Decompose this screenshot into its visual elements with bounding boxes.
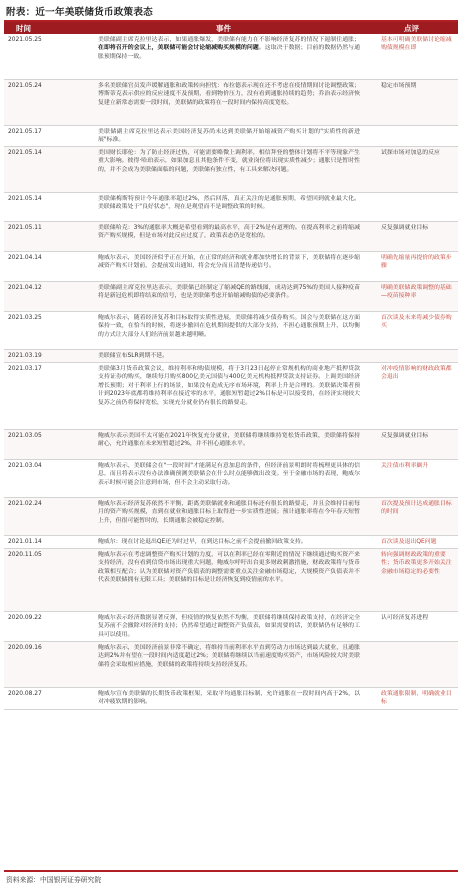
table-row (4, 312, 458, 350)
table-row (4, 252, 458, 282)
row-event (98, 314, 360, 339)
bottom-rule (4, 870, 458, 872)
row-comment: 反复强调就业目标 (381, 433, 429, 439)
table-row (4, 536, 458, 549)
row-date: 2020.08.27 (8, 691, 42, 697)
row-comment: 首次谈及退出QE问题 (381, 539, 437, 545)
row-event (98, 500, 360, 525)
table-row (4, 80, 458, 126)
row-date: 2021.03.25 (8, 315, 42, 321)
table-row (4, 430, 458, 460)
row-date: 2021.05.14 (8, 196, 42, 202)
row-date: 2020.09.16 (8, 645, 42, 651)
row-date: 2021.05.25 (8, 37, 42, 43)
row-comment: 关注债市利率飙升 (381, 463, 429, 469)
event-text: 鲍威尔表示经济数据显著反弹，但疫情的恢复依然不均衡，美联储将继续保持政策支持，在经济完全复苏前不会撤除对经济的支持；仍然希望通过调整资产负债表，如果需要的话，美联储仍有足够的工具可以使用。 (98, 615, 360, 638)
table-row (4, 193, 458, 222)
row-date: 2021.05.17 (8, 129, 42, 135)
header-time: 时间 (16, 24, 31, 33)
event-text: 多名美联储官员发声缓解通胀和政策转向担忧：布拉德表示现在还不考虑在疫情期间讨论调整政策；博斯蒂克表示供应的反应速度不及预期，看到物价压力，没有看到通胀持续的趋势；乔治表示经济恢复建立新常态需要一段时间，美联储的政策将在一段时间内保持高度宽松。 (98, 83, 360, 106)
event-highlight: 在即将召开的会议上，美联储可能会讨论缩减购买规模的问题 (98, 45, 259, 52)
event-text: 美联储梅斯特预计今年通胀率超过2%，然后回落，真正关注的是通胀预期，希望回到就业最大化。美联储政策处于"良好状态"，现在是观望而不是调整政策的时候。 (98, 196, 360, 211)
table-row (4, 350, 458, 363)
row-date: 2021.03.04 (8, 463, 42, 469)
row-event (98, 82, 360, 107)
row-date: 2020.09.22 (8, 615, 42, 621)
row-event (98, 224, 360, 241)
event-text: 鲍威尔表示美国不太可能在2021年恢复充分就业，美联储将继续维持宽松货币政策，美联储将保持耐心，允许通胀在未来短暂超过2%，并不担心通胀水平。 (98, 433, 360, 448)
event-text: 美联储副主席克拉里达表示美国经济复苏尚未达到美联储开始缩减资产购买计划的"实质性的新进展"标准。 (98, 129, 360, 144)
table-row (4, 147, 458, 193)
row-event (98, 149, 360, 174)
row-comment: 对冲疫情影响的财政政策都会退出 (381, 366, 452, 381)
row-event (98, 614, 360, 639)
row-date: 2021.04.12 (8, 285, 42, 291)
table-row (4, 688, 458, 710)
row-comment: 首次谈及未来将减少债券购买 (381, 315, 452, 330)
event-text: 鲍威尔宣布美联储的长期货币政策框架，采取平均通胀目标制，允许通胀在一段时间内高于2%，以对冲疲软期的影响。 (98, 691, 360, 706)
row-date: 2021.05.11 (8, 225, 42, 231)
row-comment: 反复强调就业目标 (381, 225, 429, 231)
row-date: 2021.03.05 (8, 433, 42, 439)
row-event (98, 284, 360, 301)
row-comment: 首次提及预计达成通胀目标的时间 (381, 501, 452, 516)
row-event (98, 352, 360, 360)
table-row (4, 282, 458, 312)
row-comment: 政策通胀限制，明确就业目标 (381, 691, 452, 706)
table-row (4, 126, 458, 147)
header-comment: 点评 (404, 24, 419, 33)
table-row (4, 498, 458, 536)
event-text: 鲍威尔：现在讨论退出QE还为时过早，在到达目标之前不会提前撤回政策支持。 (98, 539, 307, 545)
row-date: 2021.05.14 (8, 150, 42, 156)
row-event (98, 432, 360, 449)
table-body (4, 34, 458, 710)
row-event (98, 195, 360, 212)
source-note: 资料来源：中国银河证券研究院 (6, 876, 102, 884)
event-text: 美国财长耶伦：为了防止经济过热，可能需要略微上调利率，相信拜登的整体计划将不平等现象产生重大影响。彼得·哈珀表示，如果加息且其他条件不变，就业岗位将出现实质性减少；通胀只是暂时性的，并不会成为美联储面临的问题，美联储有独立性，有工具来解决问题。 (98, 150, 360, 173)
event-text: 美联储3月货币政策会议，维持利率和购债规模，将于3月23日起停止常规机构的商业地产抵押贷款支持证券的购买，继续每月购买800亿美元国债与400亿美元机构抵押贷款支持证券。上调美国经济增长预期；对于利率上行的场景，如果没有造成无序市场环境，利率上升是合理的。美联储决策者预计到2023年底都将维持利率在接近零的水平，通胀短暂超过2%目标是可以接受的，在经济实现较大复苏之前仍将保持宽松，实现充分就业仍有很长的路要走。 (98, 366, 360, 406)
row-event (98, 462, 360, 487)
table-row (4, 222, 458, 252)
event-text: 美联储副主席克拉里达表示，如果通胀爆发，美联储有能力在不影响经济复苏的情况下遏制住通胀； (98, 37, 360, 43)
event-text: 鲍威尔表示，随着经济复苏和目标取得实质性进展，美联储将减少债券购买。国会与美联储在这方面保持一致，在恰当的时候，将逐步撤回在危机期间提供的大部分支持，不担心通胀预期上升，以均衡的方式让大部分人们经济前景越来越明晰。 (98, 315, 360, 338)
event-text: 鲍威尔表示，美国经济前景非常不确定，将维持当前利率水平直到劳动力市场达到最大就业，且通胀达到2%并有望在一段时间内适度超过2%；美联储将继续以当前速度购买资产，市场风险较大时美联储将会采取相应措施，美联储的政策将持续支持经济复苏。 (98, 645, 360, 668)
row-comment: 转向强调财政政策的重要性；货币政策更多开始关注金融市场稳定的必要性 (381, 552, 452, 575)
row-comment: 明确先缩量再提价的政策步骤 (381, 255, 452, 270)
table-row (4, 612, 458, 642)
row-comment: 试探市场对加息的反应 (381, 150, 440, 156)
event-text: 鲍威尔表示，美国经济似乎正在开始，在正常的经济和就业都加快增长的背景下，美联储将在逐步缩减资产购买计划前，会提前发出通知，将会充分而且清楚传递信号。 (98, 255, 360, 270)
row-date: 2021.03.19 (8, 353, 42, 359)
event-text: 美联储宣布SLR到期不延。 (98, 353, 169, 359)
row-comment: 稳定市场预期 (381, 83, 417, 89)
table-row (4, 642, 458, 688)
table-row (4, 549, 458, 612)
header-event: 事件 (216, 24, 231, 33)
row-comment: 明确美联储政策调整的基础—疫苗接种率 (381, 285, 452, 300)
row-event (98, 365, 360, 407)
row-event (98, 644, 360, 669)
event-text: 鲍威尔表示经济复苏依然不平衡，距离美联储就业和通胀目标还有很长的路要走，并且会维持目前每月的资产购买规模，直到在就业和通胀目标上取得进一步实质性进展；预计通胀率将在今年春天短暂上升，但很可能暂时的，长期通胀会被稳定控制。 (98, 501, 360, 524)
table-title: 附表：近一年美联储货币政策表态 (6, 7, 153, 18)
row-date: 2021.03.17 (8, 366, 42, 372)
row-date: 2021.04.14 (8, 255, 42, 261)
row-comment: 认可经济复苏进程 (381, 615, 429, 621)
table-row (4, 460, 458, 498)
row-date: 2020.11.05 (8, 552, 42, 558)
row-event (98, 36, 360, 61)
event-text: 鲍威尔表示在考虑调整资产购买计划的力度，可以在利率已经在零附近的情况下继续通过购买资产来支持经济，没有看到信贷市场出现重大问题，鲍威尔呼吁出台更多财政刺激措施，财政政策将与货币政策相互配合；认为美联储对资产负债表的调整需要重点关注金融市场稳定，大规模资产负债表并不代表美联储拥有无限工具；美联储的目标是让经济恢复到疫情前的水平。 (98, 552, 360, 584)
row-event (98, 551, 360, 585)
row-comment: 基本可明确美联储讨论缩减购债规模在即 (381, 37, 452, 52)
row-event (98, 254, 360, 271)
row-event (98, 538, 360, 546)
row-date: 2021.02.24 (8, 501, 42, 507)
row-date: 2021.01.14 (8, 539, 42, 545)
event-text: 美联储哈克：3%的通胀率大概是希望看到的最高水平，高于2%是有道理的。在提高利率之前将缩减资产购买规模，但是市场对此反应过度了，政策表态仍是宽松的。 (98, 225, 360, 240)
row-event (98, 128, 360, 145)
event-text: 美联储副主席克拉里达表示，美联储已经制定了缩减QE的路线图，成功达到75%的美国人接种疫苗将是新冠危机即将结束的信号，也是美联储考虑开始缩减购债的必要条件。 (98, 285, 360, 300)
row-date: 2021.05.24 (8, 83, 42, 89)
row-event (98, 690, 360, 707)
event-text-tail: 。这取决于数据；目前的数据仍然与通胀预期保持一致。 (98, 45, 360, 60)
table-row (4, 363, 458, 430)
table-row (4, 34, 458, 80)
event-text: 鲍威尔表示，美联储会在"一段时间"才能满足有意加息的条件，但经济前景明朗时将梳理更具体的信息，而且将表示没有办法准确预测美联储会在什么时点能够做出改变。至于金融市场的表现，鲍威尔表示时候可能会注意到市场，但不会主动采取行动。 (98, 463, 360, 486)
table-header (4, 22, 458, 34)
